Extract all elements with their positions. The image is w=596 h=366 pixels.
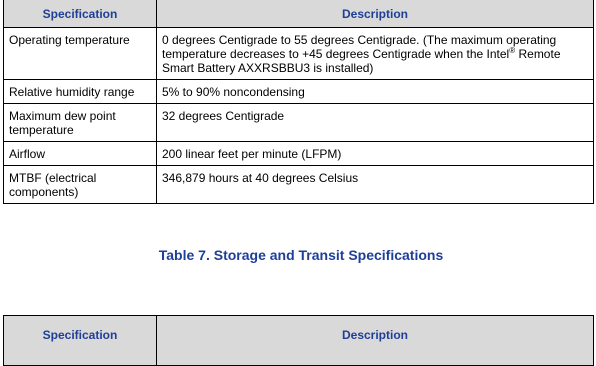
registered-mark: ®	[509, 46, 516, 55]
spec-cell: MTBF (electrical components)	[4, 166, 157, 204]
description-cell: 346,879 hours at 40 degrees Celsius	[157, 166, 594, 204]
spec-cell: Airflow	[4, 142, 157, 166]
spec-cell: Maximum dew point temperature	[4, 104, 157, 142]
table-row	[4, 166, 594, 204]
description-text-continued: Remote Smart Battery AXXRSBBU3 is installed)	[162, 47, 561, 75]
table-row	[4, 80, 594, 104]
column-header-specification: Specification	[4, 316, 157, 366]
description-text: 0 degrees Centigrade to 55 degrees Centigrade. (The maximum operating temperature decreases to +45 degrees Centigrade when the Intel	[162, 33, 557, 61]
description-cell: 200 linear feet per minute (LFPM)	[157, 142, 594, 166]
table-row	[4, 28, 594, 80]
column-header-specification: Specification	[4, 0, 157, 28]
operating-specifications-table	[3, 0, 594, 204]
description-cell	[157, 28, 594, 80]
table-row	[4, 142, 594, 166]
storage-transit-specifications-table	[3, 315, 594, 366]
column-header-description: Description	[157, 0, 594, 28]
column-header-description: Description	[157, 316, 594, 366]
spec-cell: Relative humidity range	[4, 80, 157, 104]
table-header-row	[4, 316, 594, 366]
spec-cell: Operating temperature	[4, 28, 157, 80]
description-cell: 32 degrees Centigrade	[157, 104, 594, 142]
table-header-row	[4, 0, 594, 28]
description-cell: 5% to 90% noncondensing	[157, 80, 594, 104]
table-caption: Table 7. Storage and Transit Specifications	[158, 247, 444, 263]
table-row	[4, 104, 594, 142]
